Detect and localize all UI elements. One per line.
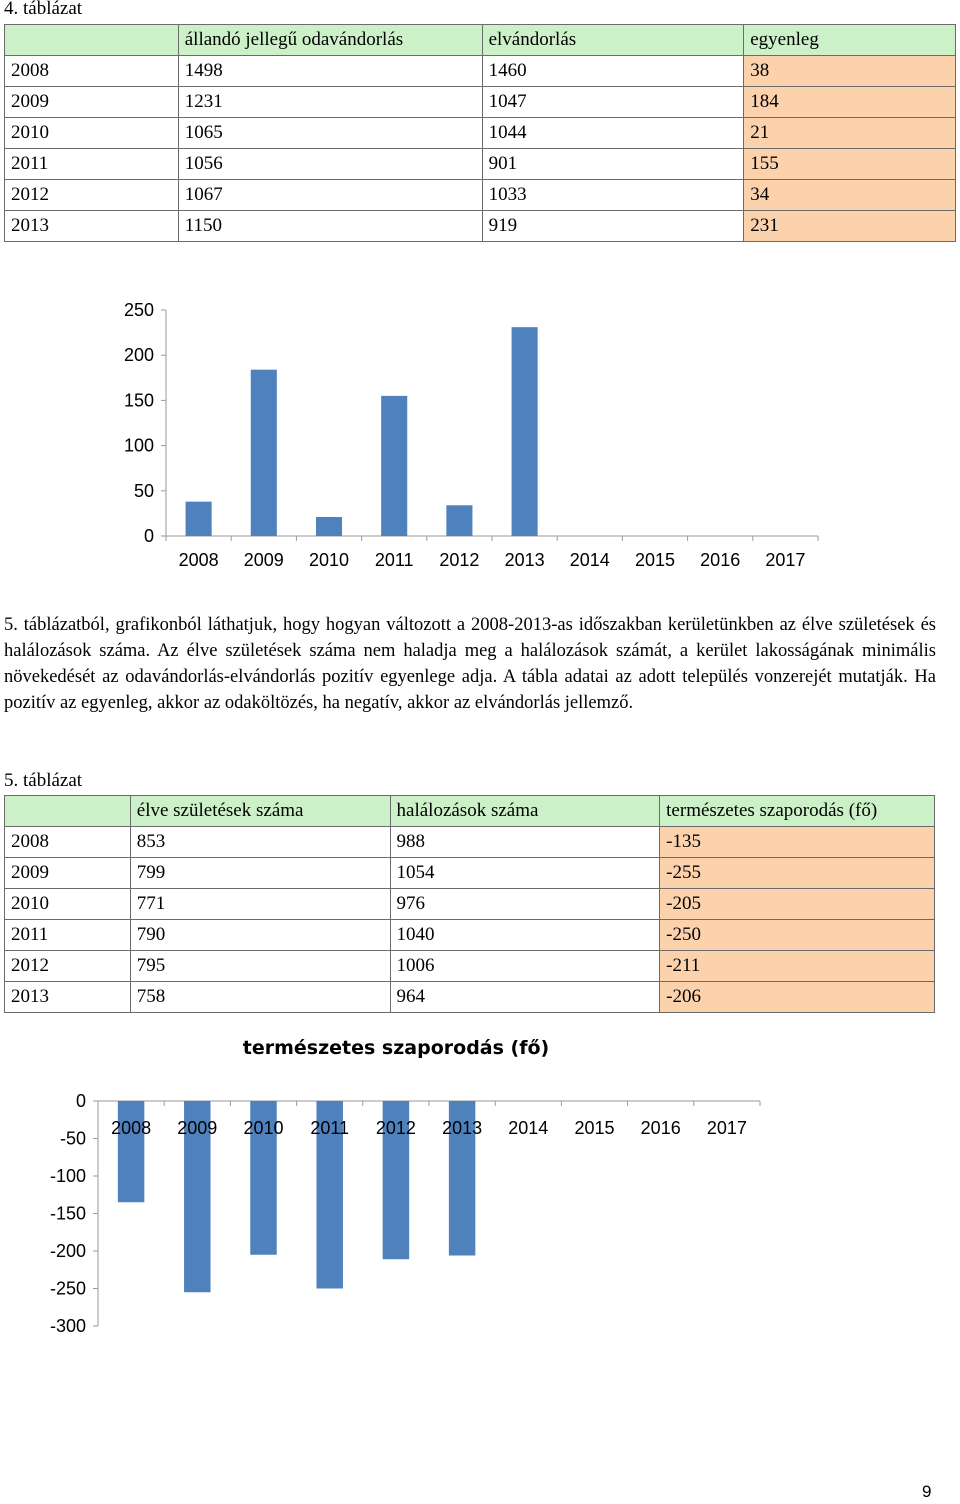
- bar: [118, 1101, 144, 1202]
- bar: [186, 502, 212, 536]
- bar: [381, 396, 407, 536]
- table4-cell: 231: [744, 211, 956, 242]
- table5-cell: 1054: [390, 858, 660, 889]
- table-row: [5, 920, 935, 951]
- page-number: 9: [922, 1482, 932, 1501]
- table4-cell: 1067: [178, 180, 482, 211]
- table5-cell: 2010: [5, 889, 131, 920]
- table4-cell: 1231: [178, 87, 482, 118]
- y-tick-label: 0: [75, 1091, 86, 1111]
- x-tick-label: 2014: [508, 1118, 549, 1138]
- table5-cell: 2008: [5, 827, 131, 858]
- x-tick-label: 2015: [634, 550, 676, 570]
- table5-cell: 2011: [5, 920, 131, 951]
- table4-cell: 901: [482, 149, 744, 180]
- x-tick-label: 2017: [706, 1118, 747, 1138]
- table5-cell: -255: [660, 858, 935, 889]
- table4-cell: 1065: [178, 118, 482, 149]
- table4: [4, 24, 956, 242]
- table4-cell: 2009: [5, 87, 179, 118]
- table4-cell: 2013: [5, 211, 179, 242]
- bar: [512, 327, 538, 536]
- table4-cell: 34: [744, 180, 956, 211]
- table4-cell: 184: [744, 87, 956, 118]
- table5-cell: 1006: [390, 951, 660, 982]
- table4-cell: 1460: [482, 56, 744, 87]
- table4-header-cell: állandó jellegű odavándorlás: [178, 25, 482, 56]
- table5-cell: 976: [390, 889, 660, 920]
- x-tick-label: 2012: [439, 550, 480, 570]
- table5-header-row: [5, 796, 935, 827]
- table5-header-cell: élve születések száma: [130, 796, 390, 827]
- x-tick-label: 2014: [569, 550, 610, 570]
- table5-cell: 2009: [5, 858, 131, 889]
- table4-cell: 38: [744, 56, 956, 87]
- table-row: [5, 982, 935, 1013]
- table5-cell: 964: [390, 982, 660, 1013]
- y-tick-label: -150: [49, 1203, 86, 1224]
- table-row: [5, 87, 956, 118]
- y-tick-label: -300: [49, 1316, 86, 1336]
- table4-header-row: [5, 25, 956, 56]
- table-row: [5, 827, 935, 858]
- table-row: [5, 180, 956, 211]
- table-row: [5, 149, 956, 180]
- y-tick-label: 50: [133, 480, 154, 501]
- table4-header-cell: egyenleg: [744, 25, 956, 56]
- table4-cell: 2010: [5, 118, 179, 149]
- table4-cell: 1033: [482, 180, 744, 211]
- table5-cell: 790: [130, 920, 390, 951]
- bar: [316, 517, 342, 536]
- x-tick-label: 2013: [504, 550, 545, 570]
- table4-cell: 155: [744, 149, 956, 180]
- table5-caption: 5. táblázat: [4, 770, 83, 791]
- table5-cell: -205: [660, 889, 935, 920]
- x-tick-label: 2010: [308, 550, 350, 570]
- table4-cell: 2012: [5, 180, 179, 211]
- y-tick-label: -100: [49, 1166, 86, 1186]
- x-tick-label: 2012: [375, 1118, 416, 1138]
- table-row: [5, 889, 935, 920]
- chart-title: természetes szaporodás (fő): [242, 1037, 550, 1059]
- table4-cell: 21: [744, 118, 956, 149]
- y-tick-label: -250: [49, 1278, 86, 1299]
- table5: [4, 795, 935, 1013]
- table4-header-cell: elvándorlás: [482, 25, 744, 56]
- table5-cell: -211: [660, 951, 935, 982]
- x-tick-label: 2010: [243, 1118, 284, 1138]
- table5-cell: -206: [660, 982, 935, 1013]
- table4-cell: 1498: [178, 56, 482, 87]
- bar: [446, 505, 472, 536]
- table-row: [5, 211, 956, 242]
- table-row: [5, 951, 935, 982]
- y-tick-label: -50: [59, 1128, 86, 1149]
- x-tick-label: 2013: [442, 1118, 483, 1138]
- table5-cell: 2013: [5, 982, 131, 1013]
- table5-cell: 799: [130, 858, 390, 889]
- x-tick-label: 2011: [310, 1118, 350, 1138]
- table5-cell: -135: [660, 827, 935, 858]
- net-migration-chart: [0, 290, 960, 580]
- table4-cell: 2008: [5, 56, 179, 87]
- table5-cell: 771: [130, 889, 390, 920]
- x-tick-label: 2015: [574, 1118, 615, 1138]
- table5-cell: 988: [390, 827, 660, 858]
- table5-cell: 795: [130, 951, 390, 982]
- table4-cell: 1150: [178, 211, 482, 242]
- table-row: [5, 118, 956, 149]
- table5-cell: 758: [130, 982, 390, 1013]
- x-tick-label: 2009: [177, 1118, 218, 1138]
- bar: [251, 370, 277, 536]
- x-tick-label: 2017: [765, 550, 806, 570]
- table5-header-cell: természetes szaporodás (fő): [660, 796, 935, 827]
- natural-growth-chart: [0, 1025, 960, 1355]
- y-tick-label: 200: [123, 345, 154, 366]
- x-tick-label: 2009: [243, 550, 284, 570]
- x-tick-label: 2016: [700, 550, 741, 570]
- table4-cell: 1044: [482, 118, 744, 149]
- y-tick-label: 150: [123, 390, 154, 411]
- table4-cell: 1047: [482, 87, 744, 118]
- table5-cell: 1040: [390, 920, 660, 951]
- table5-header-cell: [5, 796, 131, 827]
- table5-header-cell: halálozások száma: [390, 796, 660, 827]
- analysis-paragraph: 5. táblázatból, grafikonból láthatjuk, hogy hogyan változott a 2008-2013-as időszakban kerületünkben az élve születések és halálozások száma. Az élve születések száma nem haladja meg a halálozások számát, a kerület lakosságának minimális növekedését az odavándorlás-elvándorlás pozitív egyenlege adja. A tábla adatai az adott település vonzerejét mutatják. Ha pozitív az egyenleg, akkor az odaköltözés, ha negatív, akkor az elvándorlás jellemző.: [4, 615, 936, 713]
- table5-cell: -250: [660, 920, 935, 951]
- y-tick-label: 250: [123, 300, 154, 320]
- y-tick-label: -200: [49, 1241, 86, 1261]
- table5-cell: 2012: [5, 951, 131, 982]
- table4-header-cell: [5, 25, 179, 56]
- table4-cell: 1056: [178, 149, 482, 180]
- table4-caption: 4. táblázat: [4, 0, 83, 19]
- x-tick-label: 2016: [640, 1118, 681, 1138]
- table-row: [5, 858, 935, 889]
- x-tick-label: 2011: [374, 550, 414, 570]
- x-tick-label: 2008: [178, 550, 219, 570]
- y-tick-label: 100: [123, 435, 154, 456]
- table4-cell: 2011: [5, 149, 179, 180]
- y-tick-label: 0: [143, 526, 154, 546]
- table-row: [5, 56, 956, 87]
- table4-cell: 919: [482, 211, 744, 242]
- x-tick-label: 2008: [111, 1118, 152, 1138]
- table5-cell: 853: [130, 827, 390, 858]
